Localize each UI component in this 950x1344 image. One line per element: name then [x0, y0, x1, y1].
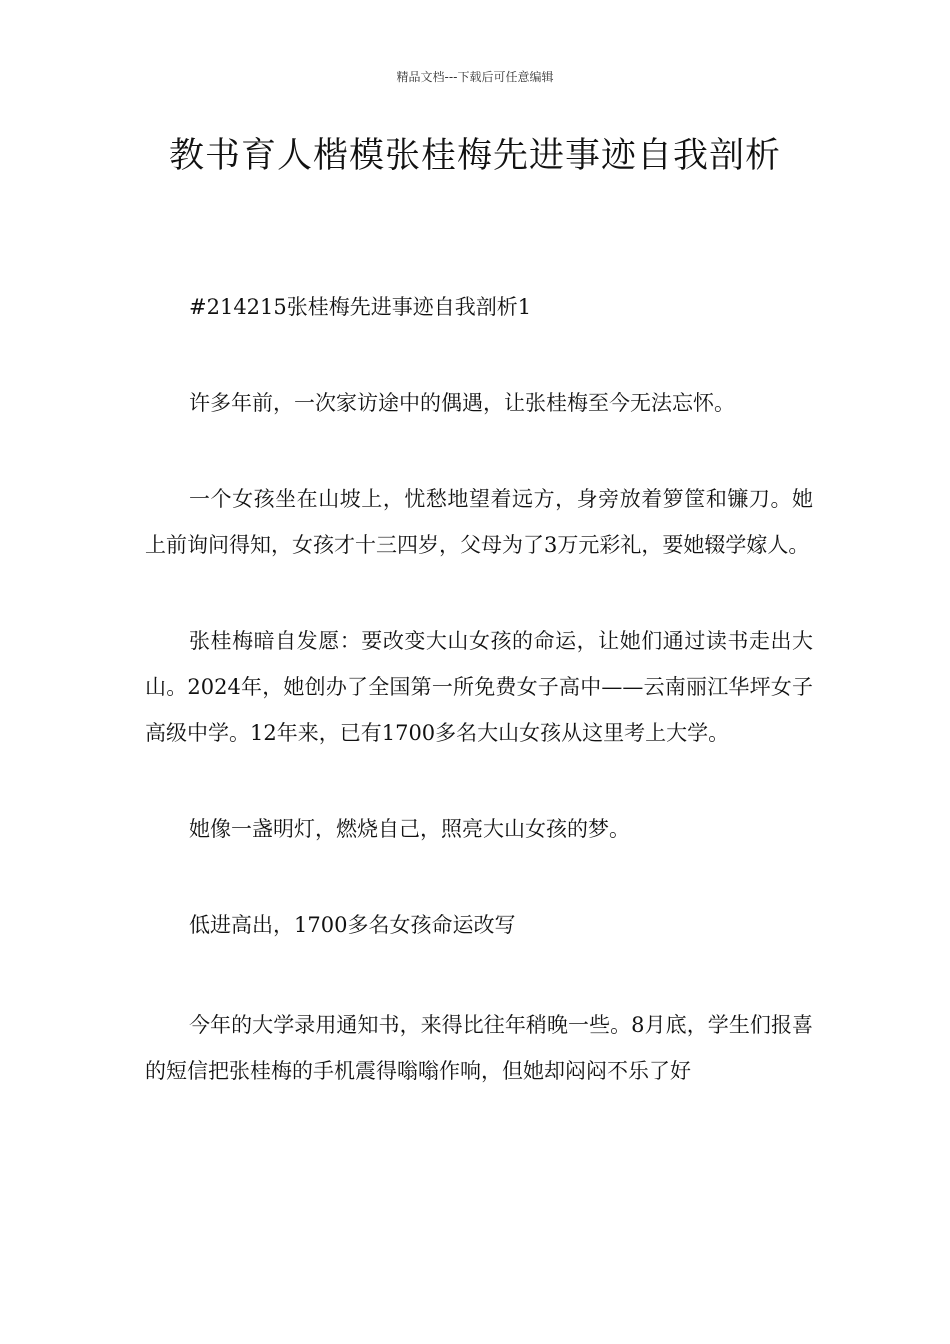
document-body — [145, 284, 813, 1094]
paragraph-2: 一个女孩坐在山坡上，忧愁地望着远方，身旁放着箩筐和镰刀。她上前询问得知，女孩才十三四岁，父母为了3万元彩礼，要她辍学嫁人。 — [145, 487, 813, 557]
document-title: 教书育人楷模张桂梅先进事迹自我剖析 — [168, 136, 781, 176]
paragraph-5: 今年的大学录用通知书，来得比往年稍晚一些。8月底，学生们报喜的短信把张桂梅的手机震得嗡嗡作响，但她却闷闷不乐了好 — [145, 1013, 813, 1083]
header-note: 精品文档---下载后可任意编辑 — [396, 70, 554, 84]
paragraph-subtitle: #214215张桂梅先进事迹自我剖析1 — [189, 295, 532, 319]
paragraph-4: 她像一盏明灯，燃烧自己，照亮大山女孩的梦。 — [189, 817, 630, 841]
paragraph-3: 张桂梅暗自发愿：要改变大山女孩的命运，让她们通过读书走出大山。2024年，她创办了全国第一所免费女子高中——云南丽江华坪女子高级中学。12年来，已有1700多名大山女孩从这里考上大学。 — [145, 629, 813, 745]
paragraph-section-heading: 低进高出，1700多名女孩命运改写 — [189, 913, 516, 937]
paragraph-1: 许多年前，一次家访途中的偶遇，让张桂梅至今无法忘怀。 — [189, 391, 735, 415]
